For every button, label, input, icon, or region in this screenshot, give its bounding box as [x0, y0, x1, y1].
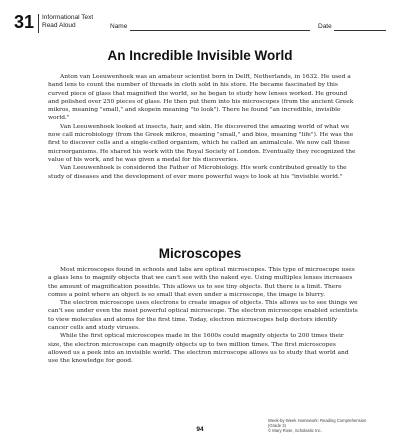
article1-title: An Incredible Invisible World	[107, 48, 293, 63]
article2-paragraph: While the first optical microscopes made in the 1600s could magnify objects to 200 times their size, the electron microscope can magnify objects up to two million times. The first microscopes allowed us a peek into an invisible world. The electron microscope allows us to study that world and use the knowledge for good.	[48, 333, 349, 365]
article2-paragraph: Most microscopes found in schools and labs are optical microscopes. This type of microscope uses a glass lens to magnify objects that we can't see with the naked eye. Using multiples lenses increases the amount of magnification possible. This allows us to see tiny objects. But there is a limit. There comes a point where an object is so small that even under a microscope, the image is blurry.	[48, 267, 355, 298]
article1-body	[48, 73, 358, 181]
lesson-type-line1: Informational Text	[42, 14, 94, 21]
lesson-type	[42, 14, 102, 29]
lesson-number: 31	[14, 12, 35, 32]
name-write-line	[130, 30, 310, 31]
lesson-type-line2: Read Aloud	[42, 21, 76, 29]
worksheet-header	[14, 12, 386, 34]
article1-paragraph: Anton van Leeuwenhoek was an amateur scientist born in Delft, Netherlands, in 1632. He used a hand lens to count the number of threads in cloth sold in his store. He became fascinated by this curved piece of glass that magnified the world, so he began to study how lenses worked. He ground and polished over 250 pieces of glass. He then put them into his microscopes (from the ancient Greek mikros, meaning "small," and skopein meaning "to look"). There he found "an incredible, invisible world."	[48, 74, 354, 122]
article2-title: Microscopes	[158, 246, 242, 261]
page-number: 94	[196, 426, 204, 433]
article1-paragraph: Van Leeuwenhoek looked at insects, hair, and skin. He discovered the amazing world of what we now call microbiology (from the Greek mikros, meaning "small," and bios, meaning "life"). He was the first to discover cells and a single-celled organism, which he called an animalcule. We now call these microorganisms. He shared his work with the Royal Society of London. Eventually they recognized the value of his work, and he was given a medal for his discoveries.	[48, 123, 356, 163]
name-label: Name	[110, 23, 128, 30]
credit-line2: © Mary Rose, Scholastic Inc.	[268, 428, 322, 433]
article2-paragraph: The electron microscope uses electrons to create images of objects. This allows us to see things we can't see under even the most powerful optical microscope. The electron microscope enabled scientists to view molecules and atoms for the first time. Today, electron microscopes help doctors identify cancer cells and study viruses.	[48, 300, 358, 332]
article2-body	[48, 266, 358, 366]
credit-line1: Week-by-Week Homework: Reading Comprehension (Grade 3)	[268, 418, 367, 428]
date-write-line	[334, 30, 386, 31]
date-label: Date	[318, 23, 332, 30]
article1-paragraph: Van Leeuwenhoek is considered the Father of Microbiology. His work contributed greatly to the study of diseases and the development of ever more powerful ways to look at his "invisible world."	[48, 165, 347, 180]
header-divider	[38, 14, 39, 33]
